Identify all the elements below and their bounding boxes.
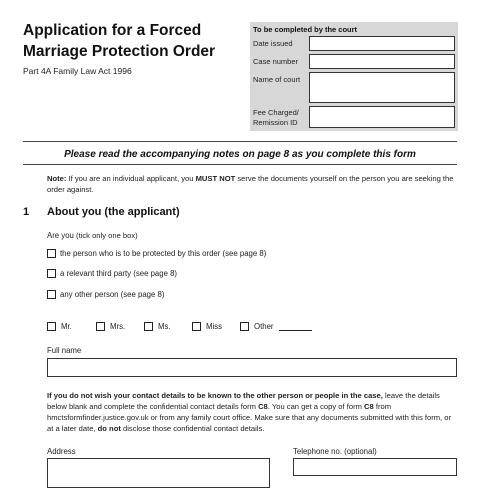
checkbox[interactable] (96, 322, 105, 331)
name-of-court-label: Name of court (253, 75, 301, 84)
divider-top (23, 141, 457, 142)
section-number: 1 (23, 206, 30, 218)
privacy-text-3: from hmctsformfinder.justice.gov.uk or from any family court office. Make sure that any documents submitted with this form, or at a later date, (47, 402, 452, 433)
note-text-a: If you are an individual applicant, you (66, 174, 196, 183)
address-label: Address (47, 447, 76, 456)
note-text-b: serve the documents yourself on the person you are seeking the order against. (47, 174, 454, 194)
form-code: C8 (258, 402, 268, 411)
title-label: Ms. (158, 322, 171, 331)
individual-applicant-note (47, 173, 457, 195)
option-any-other-person[interactable] (47, 290, 164, 299)
checkbox[interactable] (47, 269, 56, 278)
section-heading (23, 206, 180, 218)
fee-label-line2: Remission ID (253, 118, 298, 127)
fee-charged-field[interactable] (309, 106, 455, 128)
option-relevant-third-party[interactable] (47, 269, 177, 278)
checkbox[interactable] (47, 249, 56, 258)
option-label: the person who is to be protected by this order (see page 8) (60, 249, 267, 258)
option-label: a relevant third party (see page 8) (60, 269, 178, 278)
fee-label-line1: Fee Charged/ (253, 108, 299, 117)
date-issued-field[interactable] (309, 36, 455, 51)
title-miss[interactable] (192, 322, 222, 331)
form-subtitle: Part 4A Family Law Act 1996 (23, 66, 132, 76)
case-number-label: Case number (253, 57, 299, 66)
divider-bottom (23, 164, 457, 165)
checkbox[interactable] (240, 322, 249, 331)
form-title: Application for a Forced Marriage Protection Order (23, 22, 216, 60)
privacy-text-4: disclose those confidential contact details. (120, 424, 265, 433)
full-name-label: Full name (47, 346, 82, 355)
applicant-type-question (47, 231, 138, 240)
checkbox[interactable] (47, 322, 56, 331)
privacy-bold-lead: If you do not wish your contact details to be known to the other person or people in the case, (47, 391, 383, 400)
court-panel-header: To be completed by the court (253, 25, 358, 34)
other-title-input[interactable] (279, 322, 312, 331)
telephone-label: Telephone no. (optional) (293, 447, 377, 456)
option-label: any other person (see page 8) (60, 290, 165, 299)
form-code: C8 (364, 402, 374, 411)
case-number-field[interactable] (309, 54, 455, 69)
title-label: Other (254, 322, 274, 331)
title-label: Mrs. (110, 322, 126, 331)
fee-charged-label (253, 108, 299, 128)
checkbox[interactable] (47, 290, 56, 299)
privacy-text-2: . You can get a copy of form (267, 402, 365, 411)
privacy-do-not: do not (97, 424, 121, 433)
section-title: About you (the applicant) (47, 206, 180, 218)
option-protected-person[interactable] (47, 249, 266, 258)
full-name-input[interactable] (47, 358, 457, 377)
date-issued-label: Date issued (253, 39, 293, 48)
notes-banner: Please read the accompanying notes on page 8 as you complete this form (64, 149, 416, 160)
telephone-input[interactable] (293, 458, 457, 476)
title-mrs[interactable] (96, 322, 125, 331)
title-ms[interactable] (144, 322, 171, 331)
court-use-panel (250, 22, 458, 131)
question-hint: (tick only one box) (76, 231, 138, 240)
title-label: Miss (206, 322, 223, 331)
note-lead: Note: (47, 174, 67, 183)
title-label: Mr. (61, 322, 72, 331)
checkbox[interactable] (144, 322, 153, 331)
title-other[interactable] (240, 322, 312, 331)
note-emphasis: MUST NOT (195, 174, 236, 183)
privacy-text-1: leave the details below blank and complete the confidential contact details form (47, 391, 440, 411)
confidential-details-paragraph (47, 390, 457, 434)
name-of-court-field[interactable] (309, 72, 455, 103)
title-mr[interactable] (47, 322, 72, 331)
question-text: Are you (47, 231, 74, 240)
checkbox[interactable] (192, 322, 201, 331)
address-input[interactable] (47, 458, 270, 488)
